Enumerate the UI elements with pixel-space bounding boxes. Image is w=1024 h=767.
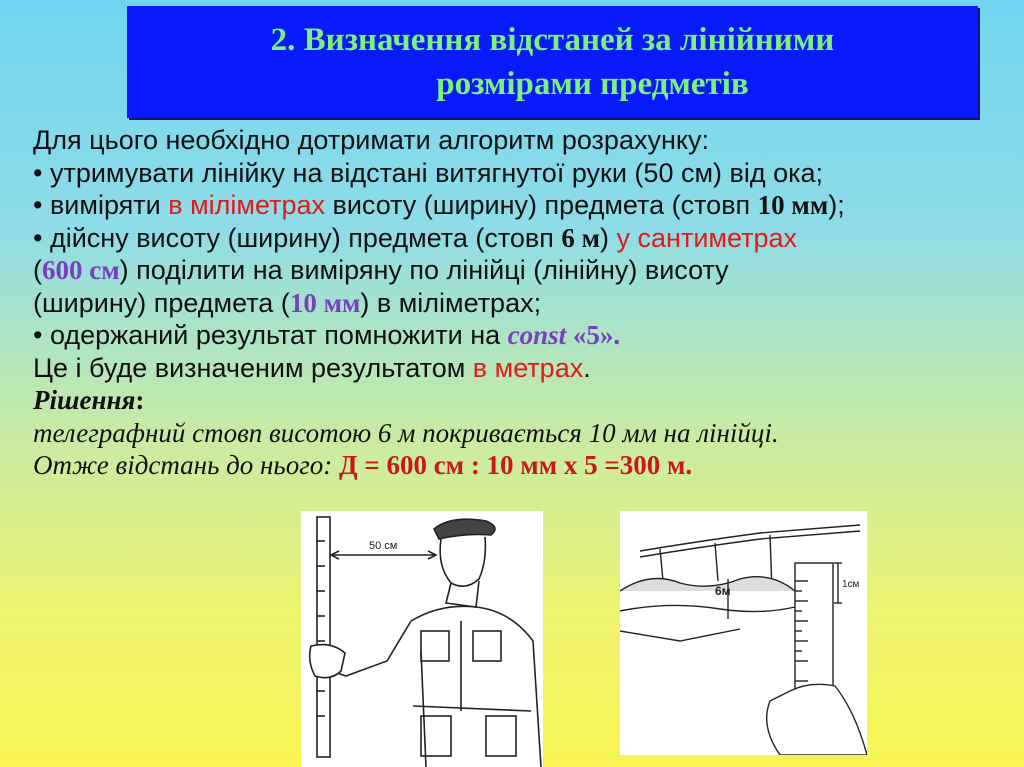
- ruler-cm-label: 1см: [842, 579, 860, 590]
- step-4-five: «5».: [566, 320, 621, 350]
- step-3: [33, 222, 1008, 255]
- soldier-drawing: [301, 511, 543, 767]
- step-3-highlight: у сантиметрах: [616, 222, 797, 253]
- title-line-1: 2. Визначення відстаней за лінійними: [270, 22, 835, 58]
- step-3-text-e: ) в міліметрах;: [360, 287, 542, 318]
- step-2-text: • виміряти: [33, 190, 169, 220]
- step-3-text-b: ): [600, 222, 617, 253]
- step-4-text: • одержаний результат помножити на: [33, 320, 508, 350]
- step-2-text-b: висоту (ширину) предмета (стовп: [324, 190, 758, 220]
- solution-line-1: телеграфний стовп висотою 6 м покривається 10 мм на лінійці.: [33, 417, 779, 448]
- slide-body: [33, 124, 1008, 482]
- step-3-text-c: ) поділити на виміряну по лінійці (лінійну) висоту: [119, 255, 729, 285]
- title-line-2: розмірами предметів: [436, 66, 749, 102]
- step-2-bold: 10 мм: [757, 190, 829, 220]
- slide-title: [127, 6, 978, 118]
- result-highlight: в метрах: [472, 352, 584, 383]
- solution-line-2: [33, 449, 1008, 482]
- solution-heading: [33, 384, 1008, 417]
- step-3-bold: 6 м: [561, 222, 601, 253]
- solution-label: Рішення: [33, 385, 136, 415]
- step-3-paren: (: [33, 255, 42, 285]
- step-3-cont: [33, 254, 1008, 287]
- step-3-value-2: 10 мм: [289, 287, 361, 318]
- step-2-highlight: в міліметрах: [168, 190, 325, 220]
- result-text-b: .: [583, 352, 591, 383]
- solution-formula: Д = 600 см : 10 мм х 5 =300 м.: [338, 450, 693, 480]
- result-text: [33, 352, 1008, 385]
- step-1: • утримувати лінійку на відстані витягнутої руки (50 см) від ока;: [33, 157, 824, 188]
- pole-height-label: 6м: [715, 584, 731, 598]
- step-2: [33, 189, 1008, 222]
- distance-label: 50 см: [369, 540, 398, 552]
- step-2-text-c: );: [828, 190, 845, 220]
- step-3-text: • дійсну висоту (ширину) предмета (стовп: [33, 222, 562, 253]
- solution-colon: :: [135, 385, 145, 415]
- solution-line-2-text: Отже відстань до нього:: [33, 450, 339, 480]
- pole-illustration: [620, 511, 867, 755]
- step-3-value: 600 см: [42, 255, 120, 285]
- pole-drawing: [620, 511, 867, 755]
- soldier-illustration: [301, 511, 543, 767]
- result-text-a: Це і буде визначеним результатом: [33, 352, 473, 383]
- intro-text: Для цього необхідно дотримати алгоритм розрахунку:: [33, 125, 709, 155]
- step-3-cont-2: [33, 287, 1008, 320]
- step-4: [33, 319, 1008, 352]
- step-4-const: const: [507, 320, 567, 350]
- step-3-text-d: (ширину) предмета (: [33, 287, 290, 318]
